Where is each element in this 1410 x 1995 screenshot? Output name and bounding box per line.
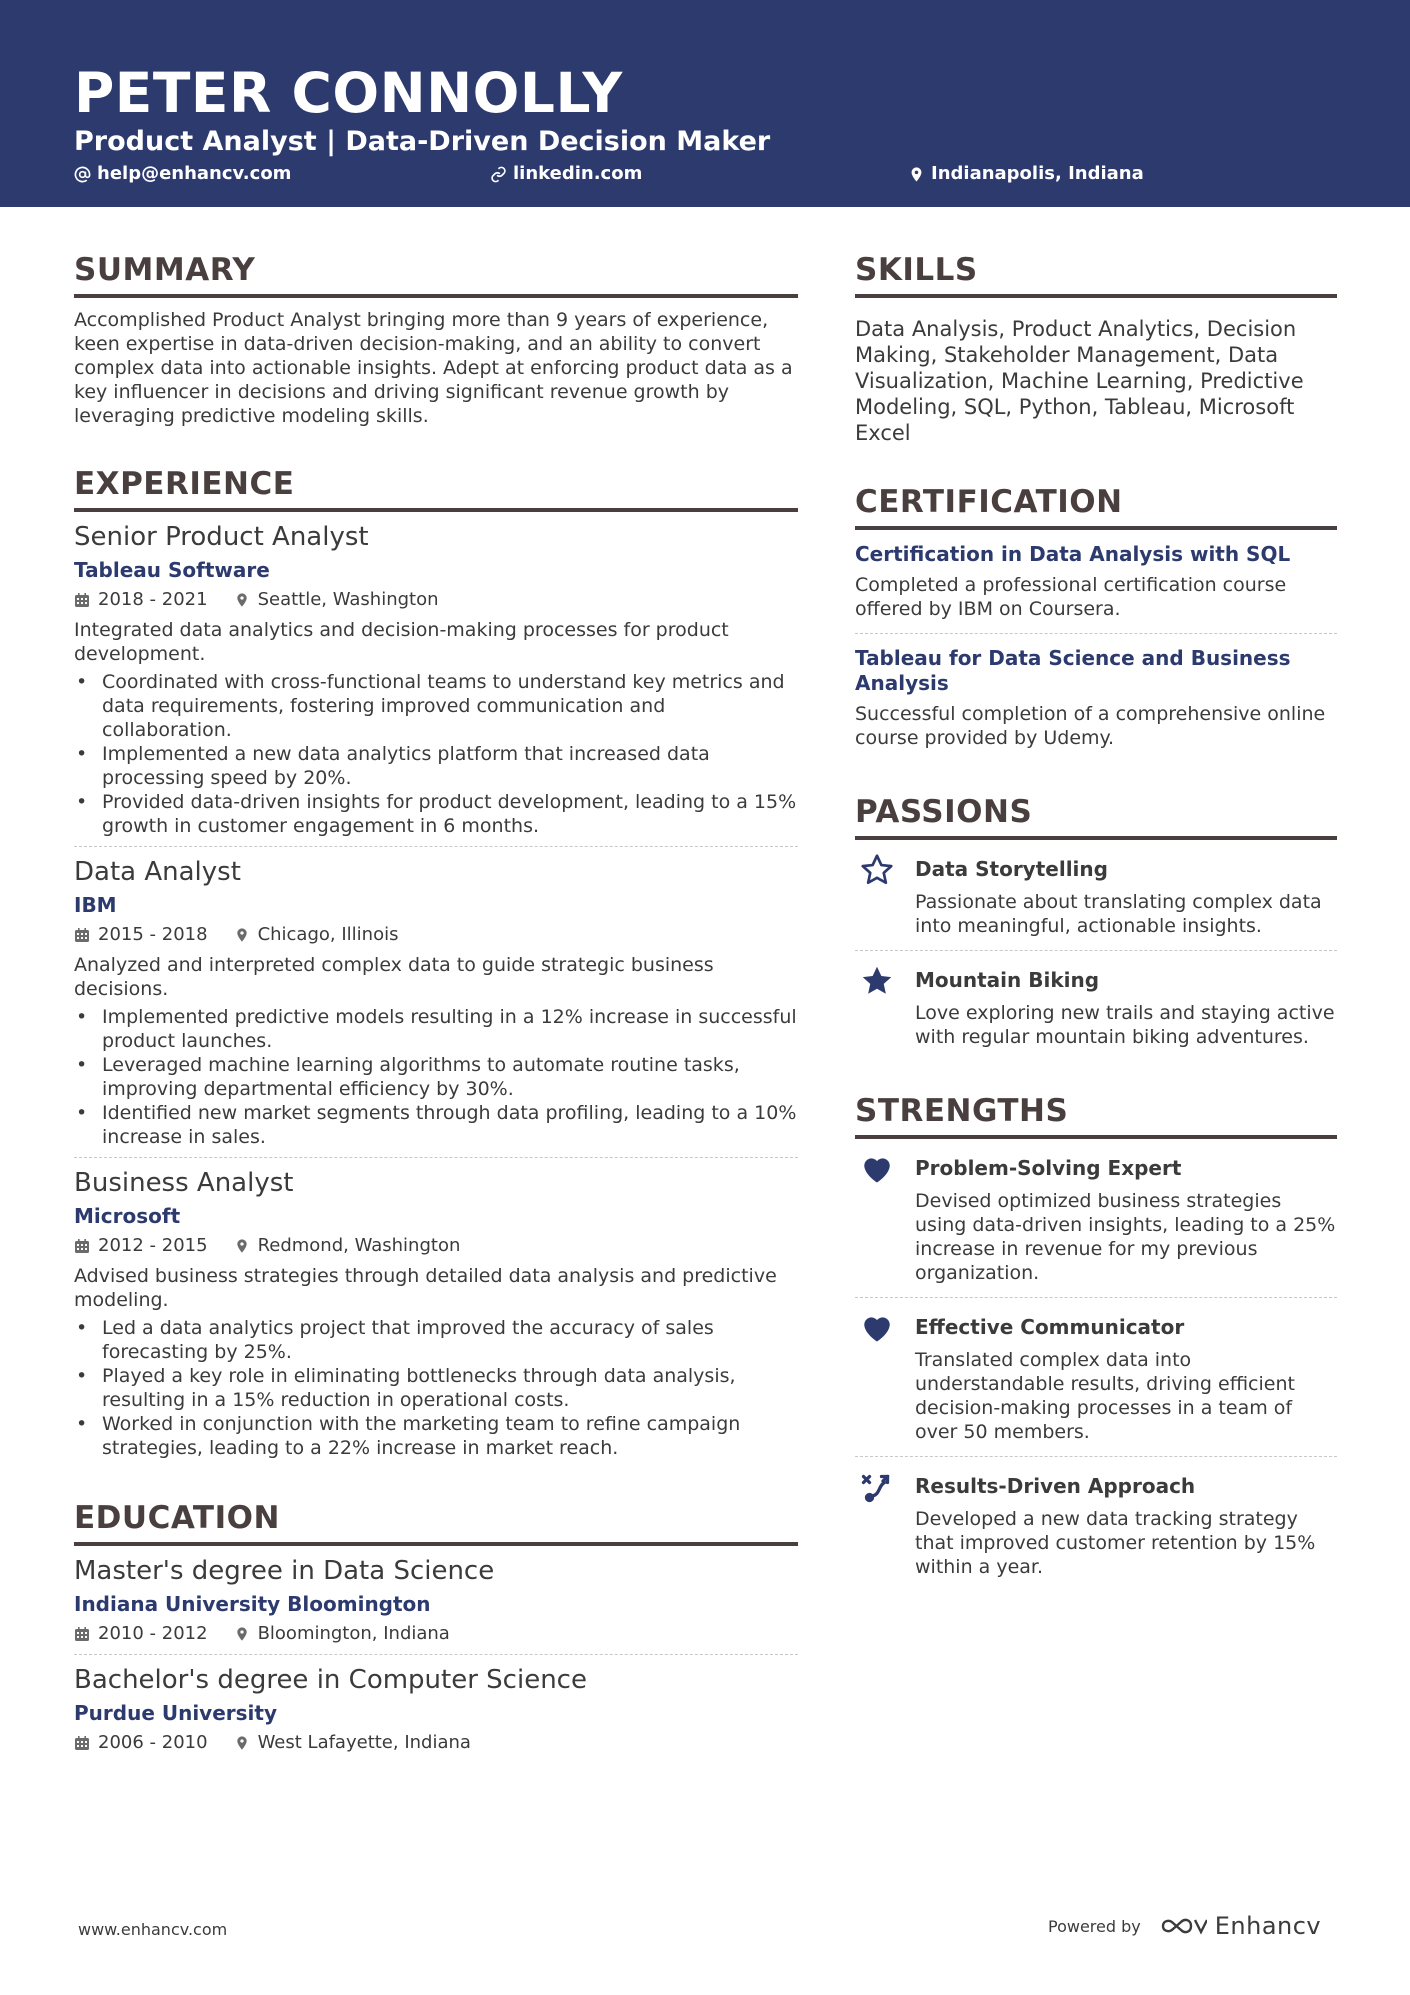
location-text: Bloomington, Indiana [257,1623,450,1644]
skills-section [855,250,1337,446]
location-text: Indianapolis, Indiana [931,163,1144,184]
contact-location [908,162,1144,186]
passion-entry [855,951,1337,1061]
bullet-item: • Provided data-driven insights for product development, leading to a 15% growth in customer engagement in 6 months. [74,790,798,838]
strengths-heading: STRENGTHS [855,1091,1337,1139]
strength-entry [855,1298,1337,1457]
location-text: Seattle, Washington [257,589,439,610]
strength-title: Results-Driven Approach [915,1474,1196,1498]
email-text: help@enhancv.com [97,163,292,184]
strength-description: Devised optimized business strategies using data-driven insights, leading to a 25% increase in revenue for my previous organization. [915,1190,1336,1284]
job-role: Senior Product Analyst [74,522,369,552]
powered-by-text: Powered by [1048,1916,1141,1936]
location-pin-icon [234,1735,250,1751]
job-description: Analyzed and interpreted complex data to guide strategic business decisions. [74,954,714,1000]
degree-name: Master's degree in Data Science [74,1556,495,1586]
location-text: Redmond, Washington [257,1235,461,1256]
company-name: IBM [74,893,117,917]
strength-body [915,1151,1337,1285]
education-dates [74,1622,208,1646]
calendar-icon [74,927,90,943]
strengths-section [855,1091,1337,1591]
passions-heading: PASSIONS [855,792,1337,840]
skills-text: Data Analysis, Product Analytics, Decision Making, Stakeholder Management, Data Visualization, Machine Learning, Predictive Modeling, SQL, Python, Tableau, Microsoft Excel [855,317,1304,445]
strength-body [915,1310,1337,1444]
linkedin-text: linkedin.com [513,163,643,184]
location-text: Chicago, Illinois [257,924,399,945]
education-section [74,1498,798,1763]
heart-icon [859,1151,895,1187]
education-dates [74,1731,208,1755]
education-heading: EDUCATION [74,1498,798,1546]
strength-body [915,1469,1337,1579]
certification-entry [855,530,1337,634]
job-location [234,923,399,947]
candidate-name: PETER CONNOLLY [74,61,623,125]
passion-description: Love exploring new trails and staying active with regular mountain biking adventures. [915,1002,1335,1048]
education-meta [74,1622,798,1646]
certification-title: Tableau for Data Science and Business Analysis [855,646,1291,695]
education-entry [74,1546,798,1655]
contact-email[interactable] [74,162,291,186]
heart-icon [859,1310,895,1346]
job-dates [74,588,208,612]
job-dates [74,923,208,947]
skills-heading: SKILLS [855,250,1337,298]
certification-description: Completed a professional certification course offered by IBM on Coursera. [855,574,1287,620]
passion-description: Passionate about translating complex data into meaningful, actionable insights. [915,891,1322,937]
job-bullets [74,1316,798,1460]
strength-icon-wrap [855,1151,915,1285]
brand-name: Enhancv [1214,1912,1322,1940]
strength-icon-wrap [855,1469,915,1579]
certification-entry [855,634,1337,762]
link-icon [490,166,507,183]
resume-header [0,0,1410,207]
passion-body [915,963,1337,1049]
star-outline-icon [859,852,895,888]
passion-title: Mountain Biking [915,968,1100,992]
passion-title: Data Storytelling [915,857,1108,881]
school-name: Purdue University [74,1701,277,1725]
passion-entry [855,840,1337,951]
passion-icon-wrap [855,852,915,938]
certification-title: Certification in Data Analysis with SQL [855,542,1291,566]
job-meta [74,1234,798,1258]
calendar-icon [74,1626,90,1642]
left-column [74,250,798,1763]
calendar-icon [74,592,90,608]
experience-entry [74,847,798,1158]
bullet-item: • Coordinated with cross-functional teams to understand key metrics and data requirements, fostering improved communication and collaboration. [74,670,798,742]
location-pin-icon [234,592,250,608]
education-location [234,1731,471,1755]
education-entry [74,1655,798,1763]
candidate-title: Product Analyst | Data-Driven Decision Maker [74,126,771,157]
bullet-item: • Implemented a new data analytics platform that increased data processing speed by 20%. [74,742,798,790]
bullet-item: • Led a data analytics project that improved the accuracy of sales forecasting by 25%. [74,1316,798,1364]
footer-branding [1048,1912,1321,1940]
dates-text: 2012 - 2015 [98,1235,208,1256]
strength-title: Effective Communicator [915,1315,1185,1339]
footer-website[interactable]: www.enhancv.com [78,1920,228,1939]
school-name: Indiana University Bloomington [74,1592,431,1616]
location-pin-icon [908,166,925,183]
strength-entry [855,1139,1337,1298]
location-pin-icon [234,1238,250,1254]
summary-heading: SUMMARY [74,250,798,298]
bullet-item: • Worked in conjunction with the marketing team to refine campaign strategies, leading to a 22% increase in market reach. [74,1412,798,1460]
passion-icon-wrap [855,963,915,1049]
degree-name: Bachelor's degree in Computer Science [74,1665,587,1695]
passion-body [915,852,1337,938]
education-location [234,1622,450,1646]
job-meta [74,923,798,947]
job-location [234,588,439,612]
passions-section [855,792,1337,1061]
experience-entry [74,512,798,847]
calendar-icon [74,1238,90,1254]
certification-description: Successful completion of a comprehensive online course provided by Udemy. [855,703,1326,749]
strength-description: Developed a new data tracking strategy that improved customer retention by 15% within a year. [915,1508,1316,1578]
job-meta [74,588,798,612]
experience-section [74,464,798,1468]
dates-text: 2006 - 2010 [98,1732,208,1753]
job-description: Advised business strategies through detailed data analysis and predictive modeling. [74,1265,777,1311]
dates-text: 2018 - 2021 [98,589,208,610]
education-meta [74,1731,798,1755]
job-bullets [74,670,798,838]
job-description: Integrated data analytics and decision-making processes for product development. [74,619,729,665]
company-name: Tableau Software [74,558,270,582]
bullet-item: • Implemented predictive models resulting in a 12% increase in successful product launches. [74,1005,798,1053]
calendar-icon [74,1735,90,1751]
job-location [234,1234,461,1258]
certification-heading: CERTIFICATION [855,482,1337,530]
experience-heading: EXPERIENCE [74,464,798,512]
contact-linkedin[interactable] [490,162,642,186]
certification-section [855,482,1337,762]
dates-text: 2015 - 2018 [98,924,208,945]
summary-section [74,250,798,428]
location-text: West Lafayette, Indiana [257,1732,471,1753]
summary-text: Accomplished Product Analyst bringing more than 9 years of experience, keen expertise in data-driven decision-making, and an ability to convert complex data into actionable insights. Adept at enforcing product data as a key influencer in decisions and driving significant revenue growth by leveraging predictive modeling skills. [74,309,793,427]
enhancv-logo-icon [1159,1914,1207,1938]
strength-description: Translated complex data into understandable results, driving efficient decision-making processes in a team of over 50 members. [915,1349,1295,1443]
job-role: Business Analyst [74,1168,294,1198]
company-name: Microsoft [74,1204,181,1228]
route-icon [859,1469,895,1505]
at-icon [74,166,91,183]
job-dates [74,1234,208,1258]
strength-entry [855,1457,1337,1591]
bullet-item: • Played a key role in eliminating bottlenecks through data analysis, resulting in a 15% reduction in operational costs. [74,1364,798,1412]
brand-logo[interactable] [1159,1912,1321,1940]
location-pin-icon [234,927,250,943]
bullet-item: • Identified new market segments through data profiling, leading to a 10% increase in sales. [74,1101,798,1149]
job-role: Data Analyst [74,857,241,887]
job-bullets [74,1005,798,1149]
dates-text: 2010 - 2012 [98,1623,208,1644]
strength-icon-wrap [855,1310,915,1444]
star-filled-icon [859,963,895,999]
experience-entry [74,1158,798,1468]
location-pin-icon [234,1626,250,1642]
bullet-item: • Leveraged machine learning algorithms to automate routine tasks, improving departmental efficiency by 30%. [74,1053,798,1101]
right-column [855,250,1337,1591]
strength-title: Problem-Solving Expert [915,1156,1182,1180]
